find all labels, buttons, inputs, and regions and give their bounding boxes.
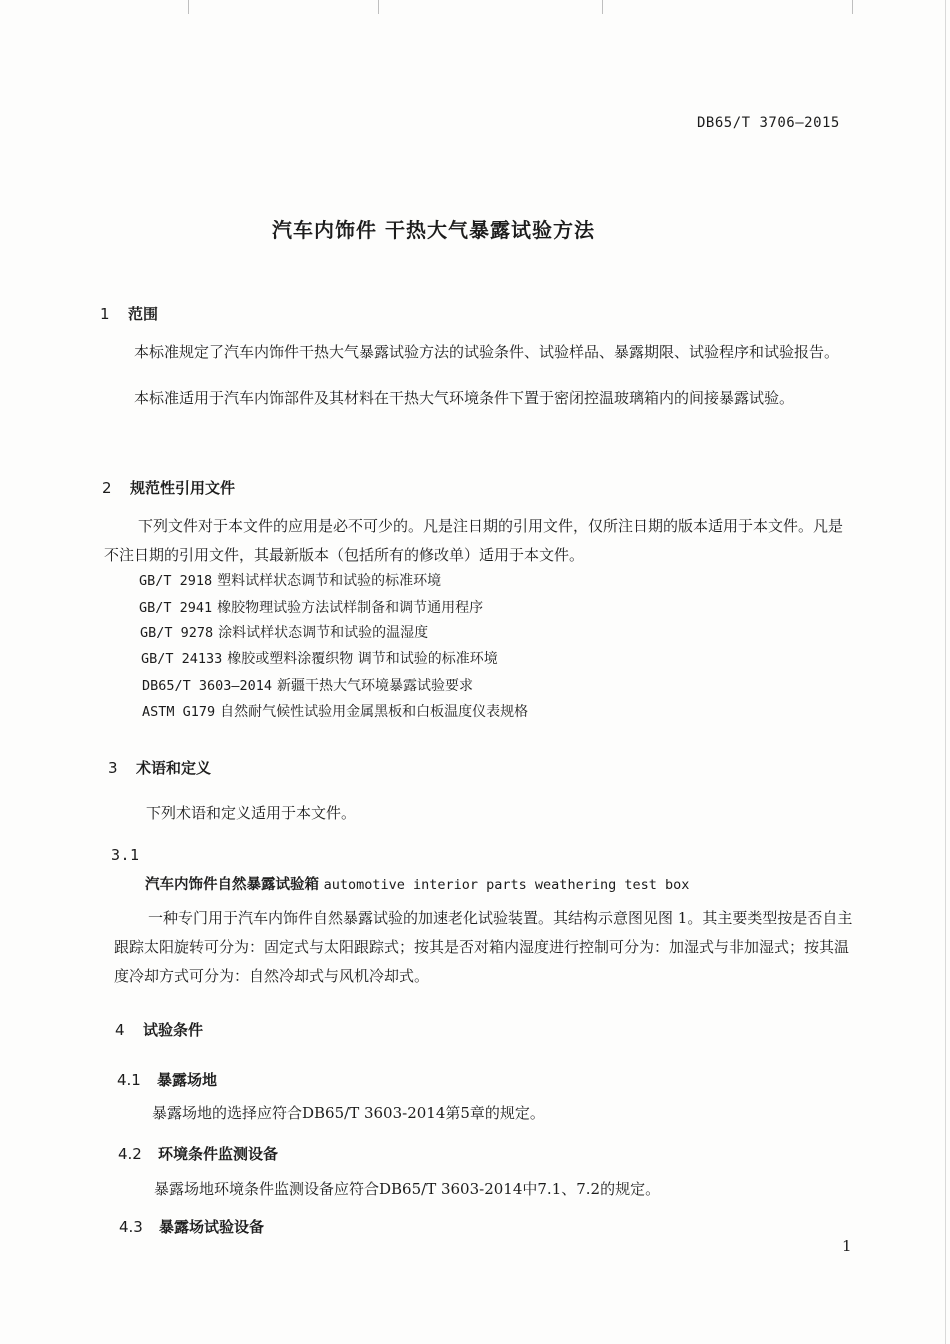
subsection-title: 环境条件监测设备 bbox=[158, 1145, 279, 1163]
paragraph: 暴露场地的选择应符合DB65/T 3603-2014第5章的规定。 bbox=[152, 1104, 545, 1122]
scan-mark bbox=[602, 0, 603, 14]
subsection-number: 4.3 bbox=[119, 1218, 143, 1236]
section-4-heading bbox=[115, 1019, 203, 1040]
section-1-heading bbox=[100, 303, 158, 324]
reference-title: 涂料试样状态调节和试验的温湿度 bbox=[218, 625, 429, 641]
term-english: automotive interior parts weathering test box bbox=[323, 877, 690, 893]
section-number: 2 bbox=[102, 479, 112, 497]
reference-title: 新疆干热大气环境暴露试验要求 bbox=[277, 678, 474, 694]
scan-mark bbox=[378, 0, 379, 14]
reference-title: 橡胶物理试验方法试样制备和调节通用程序 bbox=[217, 600, 484, 616]
paragraph: 下列文件对于本文件的应用是必不可少的。凡是注日期的引用文件，仅所注日期的版本适用于本文件。凡是不注日期的引用文件，其最新版本（包括所有的修改单）适用于本文件。 bbox=[104, 517, 844, 564]
reference-code: GB/T 24133 bbox=[141, 651, 223, 667]
reference-item bbox=[142, 675, 473, 695]
clause-number: 3.1 bbox=[111, 846, 140, 864]
reference-item bbox=[140, 622, 428, 642]
subsection-title: 暴露场试验设备 bbox=[159, 1218, 265, 1236]
term-entry bbox=[145, 873, 689, 894]
definition-paragraph: 一种专门用于汽车内饰件自然暴露试验的加速老化试验装置。其结构示意图见图 1。其主要类型按是否自主跟踪太阳旋转可分为：固定式与太阳跟踪式；按其是否对箱内湿度进行控制可分为：加湿式与非加湿式；按其温度冷却方式可分为：自然冷却式与风机冷却式。 bbox=[114, 909, 853, 985]
scan-mark bbox=[188, 0, 189, 14]
reference-title: 橡胶或塑料涂覆织物 调节和试验的标准环境 bbox=[227, 651, 498, 667]
section-number: 3 bbox=[108, 759, 118, 777]
paragraph: 本标准规定了汽车内饰件干热大气暴露试验方法的试验条件、试验样品、暴露期限、试验程序和试验报告。 bbox=[134, 343, 840, 361]
section-3-heading bbox=[108, 757, 211, 778]
doc-code: DB65/T 3706—2015 bbox=[697, 115, 840, 131]
reference-code: GB/T 2941 bbox=[139, 600, 213, 616]
section-title: 术语和定义 bbox=[136, 759, 212, 777]
paragraph: 本标准适用于汽车内饰部件及其材料在干热大气环境条件下置于密闭控温玻璃箱内的间接暴露试验。 bbox=[134, 389, 795, 407]
reference-code: GB/T 2918 bbox=[139, 573, 213, 589]
subsection-number: 4.1 bbox=[117, 1071, 141, 1089]
section-title: 范围 bbox=[128, 305, 159, 323]
paragraph: 下列术语和定义适用于本文件。 bbox=[146, 804, 357, 822]
section-number: 4 bbox=[115, 1021, 125, 1039]
page-number: 1 bbox=[842, 1237, 852, 1255]
reference-code: GB/T 9278 bbox=[140, 625, 214, 641]
reference-item bbox=[139, 570, 441, 590]
page-title: 汽车内饰件 干热大气暴露试验方法 bbox=[272, 218, 595, 242]
subsection-4-2-heading bbox=[118, 1143, 278, 1164]
scan-edge bbox=[945, 0, 946, 1344]
subsection-title: 暴露场地 bbox=[157, 1071, 218, 1089]
section-2-heading bbox=[102, 477, 235, 498]
reference-code: ASTM G179 bbox=[142, 704, 216, 720]
reference-code: DB65/T 3603—2014 bbox=[142, 678, 273, 694]
reference-title: 自然耐气候性试验用金属黑板和白板温度仪表规格 bbox=[220, 704, 529, 720]
section-title: 规范性引用文件 bbox=[130, 479, 236, 497]
reference-item bbox=[141, 648, 498, 668]
section-title: 试验条件 bbox=[143, 1021, 204, 1039]
scan-mark bbox=[852, 0, 853, 14]
paragraph: 暴露场地环境条件监测设备应符合DB65/T 3603-2014中7.1、7.2的规定。 bbox=[154, 1180, 661, 1198]
reference-item bbox=[139, 597, 483, 617]
reference-title: 塑料试样状态调节和试验的标准环境 bbox=[217, 573, 442, 589]
subsection-number: 4.2 bbox=[118, 1145, 142, 1163]
subsection-4-3-heading bbox=[119, 1216, 264, 1237]
subsection-4-1-heading bbox=[117, 1069, 217, 1090]
reference-item bbox=[142, 701, 528, 721]
section-number: 1 bbox=[100, 305, 110, 323]
term-chinese: 汽车内饰件自然暴露试验箱 bbox=[145, 877, 319, 893]
